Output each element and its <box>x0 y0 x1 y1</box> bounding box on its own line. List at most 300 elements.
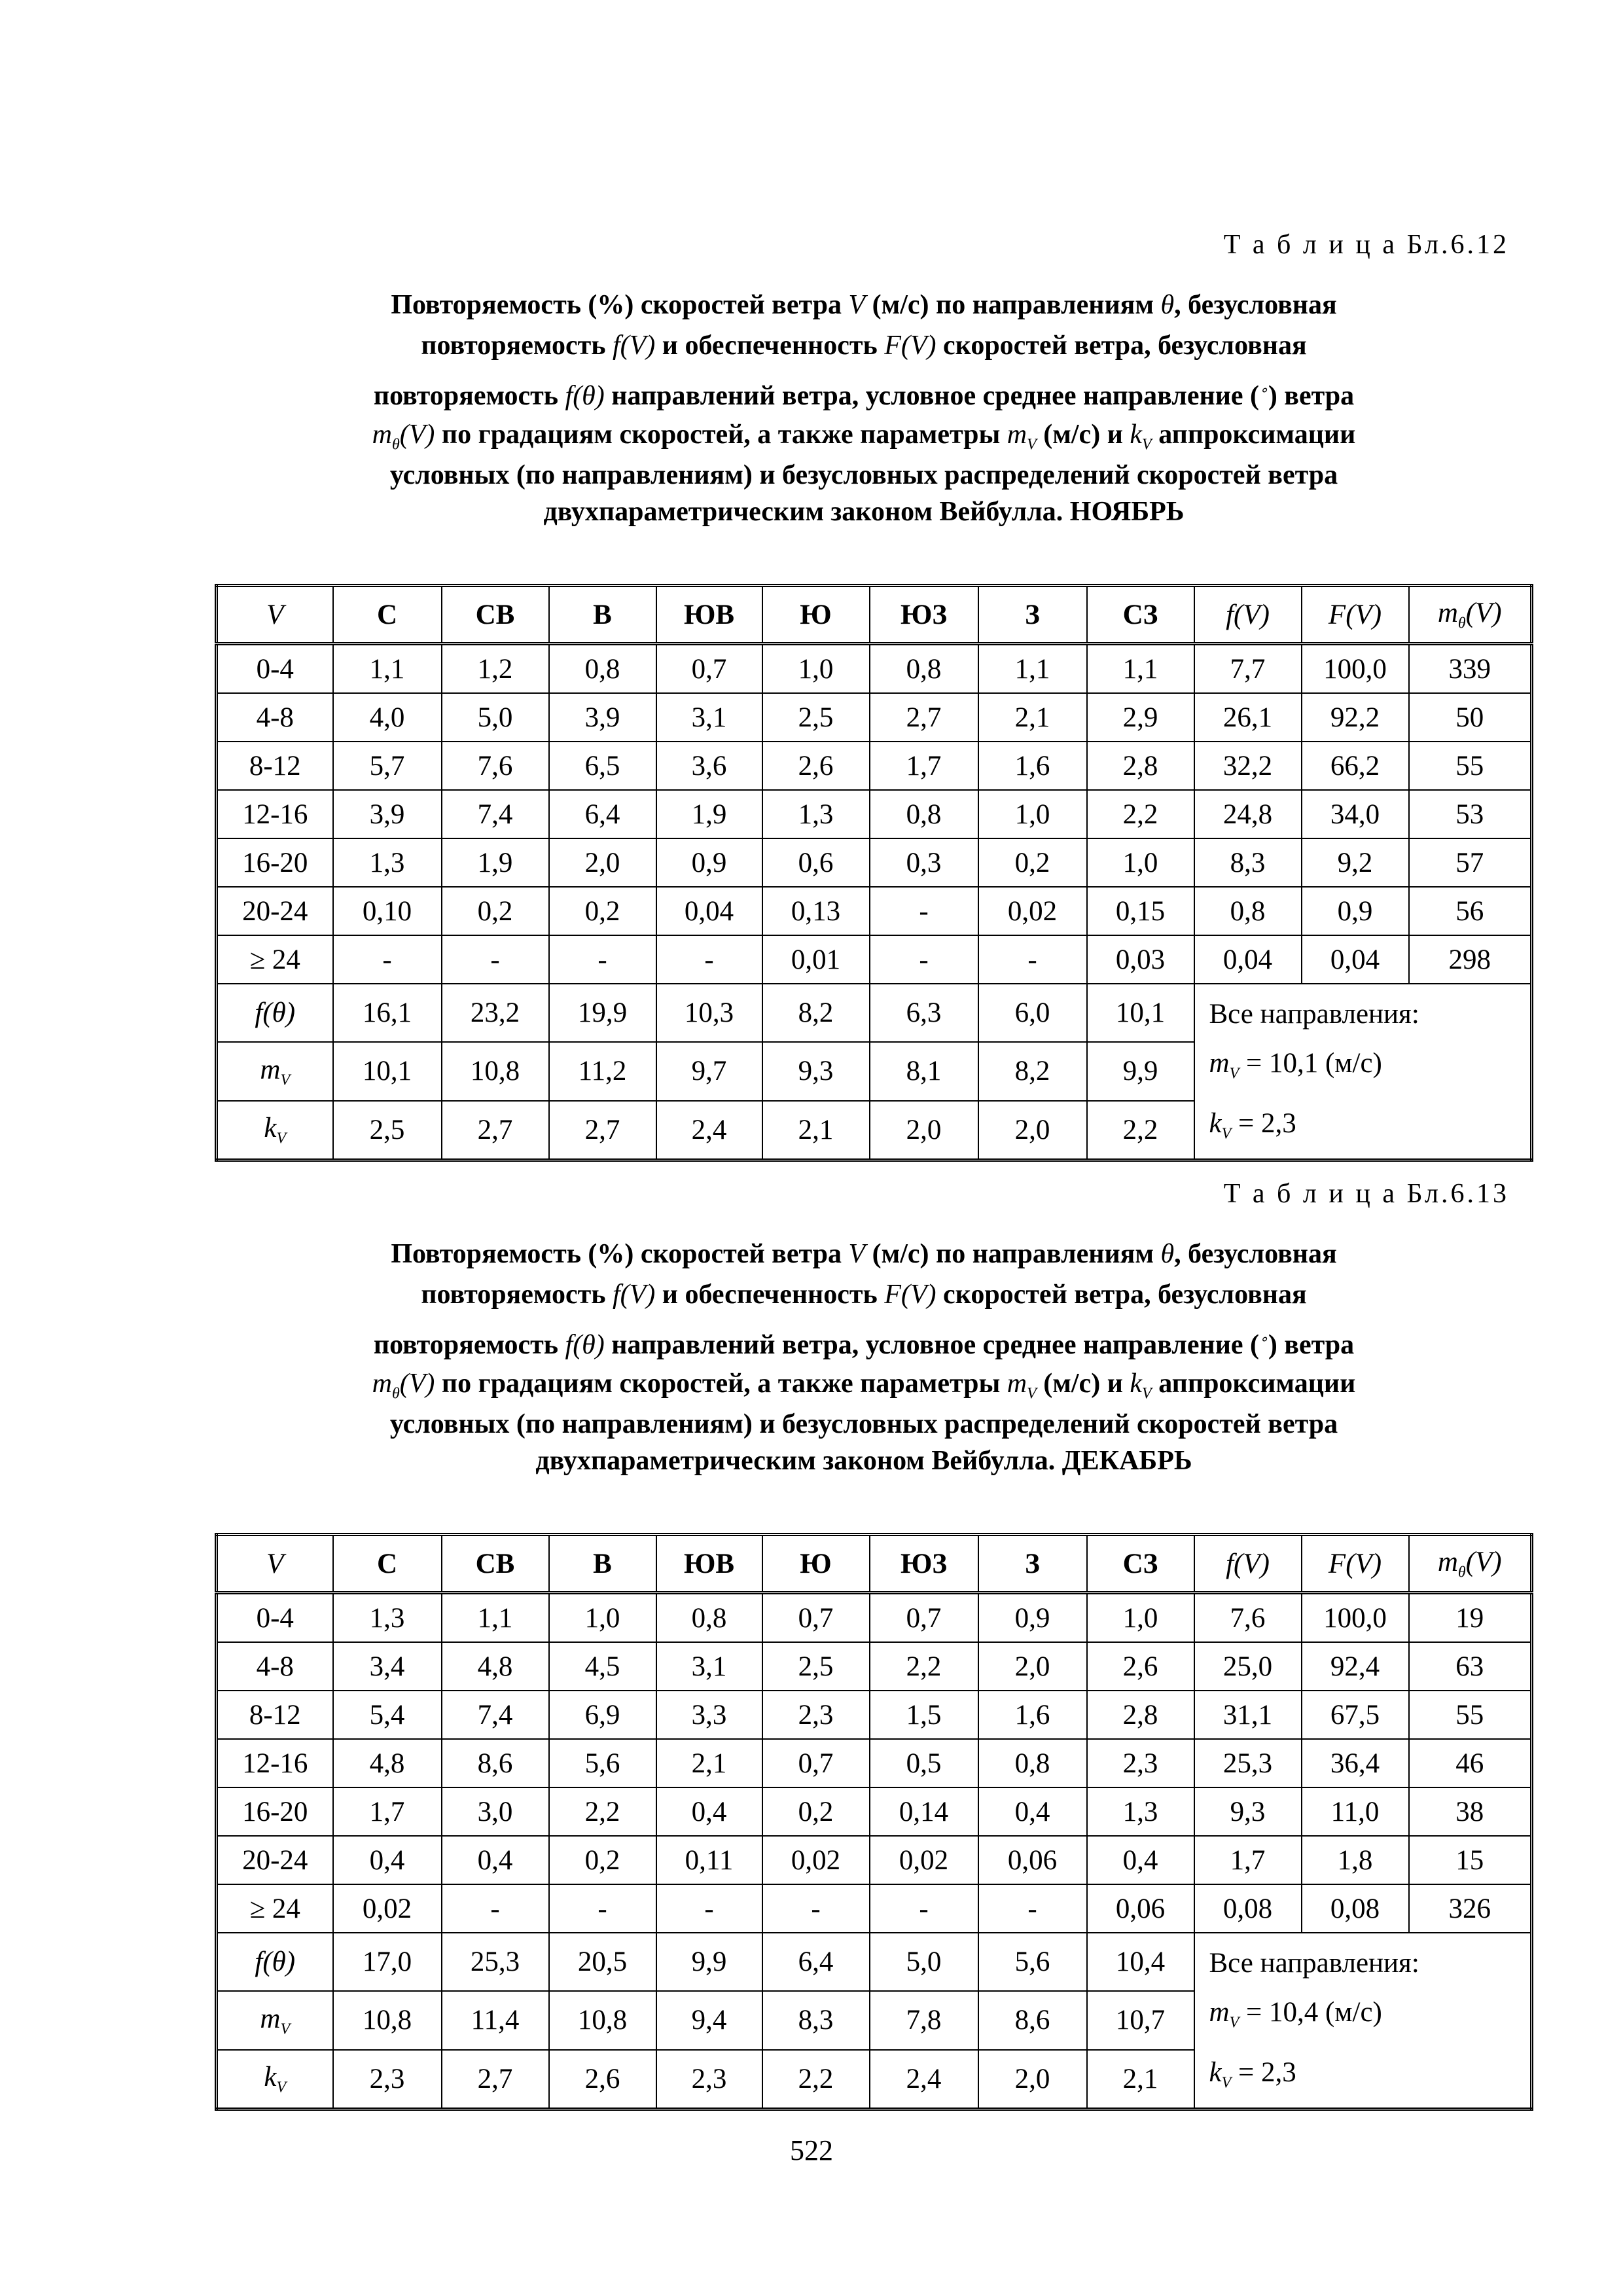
math-kV: $k_V$ <box>264 1113 287 1147</box>
value: = 10,4 (м/с) <box>1245 1997 1382 2028</box>
table-cell: 0,7 <box>762 1593 870 1643</box>
speed-range: 0-4 <box>217 644 333 694</box>
fV-cell: 8,3 <box>1194 838 1302 887</box>
table-cell: 2,3 <box>762 1691 870 1739</box>
table-cell: 1,3 <box>762 790 870 838</box>
math-V: V <box>848 290 866 320</box>
param-label <box>217 984 333 1042</box>
math-mtheta: $m_\theta(V)$ <box>372 420 435 454</box>
math-theta: θ <box>1160 1239 1175 1269</box>
caption-line <box>216 368 1512 412</box>
math-fV: f(V) <box>612 1280 656 1310</box>
table-cell: 9,9 <box>656 1933 762 1991</box>
table-cell: 8,1 <box>870 1042 978 1100</box>
table-row <box>217 1593 1532 1643</box>
table-cell: 0,13 <box>762 887 870 935</box>
table-cell: 0,04 <box>656 887 762 935</box>
all-directions-title: Все направления: <box>1209 999 1419 1030</box>
all-directions-mv <box>1209 1039 1531 1099</box>
table-cell: 2,6 <box>762 742 870 790</box>
all-directions-title: Все направления: <box>1209 1948 1419 1979</box>
table-cell: 4,8 <box>333 1739 442 1787</box>
FV-cell: 92,2 <box>1302 693 1409 742</box>
table-cell: 2,4 <box>870 2050 978 2109</box>
table-cell: 5,0 <box>442 693 549 742</box>
table-cell: 0,2 <box>762 1787 870 1836</box>
math-degree: ∘ <box>1259 1331 1268 1347</box>
table-cell: 2,6 <box>549 2050 656 2109</box>
table-cell: 0,9 <box>656 838 762 887</box>
table-cell: 7,6 <box>442 742 549 790</box>
table-cell: 0,7 <box>656 644 762 694</box>
caption-line: условных (по направлениям) и безусловных распределений скоростей ветра <box>389 460 1338 490</box>
table-cell: 1,7 <box>333 1787 442 1836</box>
FV-cell: 0,9 <box>1302 887 1409 935</box>
math-V: V <box>266 599 284 630</box>
caption-text: повторяемость <box>421 331 606 361</box>
table-cell: 2,2 <box>549 1787 656 1836</box>
table-cell: 0,02 <box>978 887 1087 935</box>
table-row <box>217 644 1532 694</box>
table-cell: 2,7 <box>549 1101 656 1160</box>
table-cell: 2,3 <box>1087 1739 1194 1787</box>
table-cell: 6,4 <box>549 790 656 838</box>
table-cell: 8,6 <box>978 1991 1087 2049</box>
table-cell: 1,3 <box>333 838 442 887</box>
table-cell: - <box>333 935 442 984</box>
math-mtheta: $m_\theta(V)$ <box>1437 1546 1502 1581</box>
table-cell: 1,1 <box>333 644 442 694</box>
page-number: 522 <box>790 2134 833 2166</box>
caption-line <box>216 323 1512 368</box>
fV-cell: 1,7 <box>1194 1836 1302 1884</box>
table-cell: 2,0 <box>978 1101 1087 1160</box>
speed-range: ≥ 24 <box>217 1884 333 1933</box>
table-cell: 0,10 <box>333 887 442 935</box>
table-row <box>217 790 1532 838</box>
table-cell: 11,2 <box>549 1042 656 1100</box>
table-cell: 2,0 <box>978 1642 1087 1691</box>
table-cell: 0,2 <box>442 887 549 935</box>
table-cell: 0,4 <box>978 1787 1087 1836</box>
header-direction: ЮВ <box>656 1535 762 1593</box>
table-cell: 0,06 <box>1087 1884 1194 1933</box>
table-cell: 3,3 <box>656 1691 762 1739</box>
header-direction: СВ <box>442 586 549 644</box>
table-cell: 1,5 <box>870 1691 978 1739</box>
table-row <box>217 838 1532 887</box>
caption-text: по градациям скоростей, а также параметры <box>441 420 1001 450</box>
table-cell: 0,06 <box>978 1836 1087 1884</box>
header-direction: В <box>549 586 656 644</box>
header-direction: СЗ <box>1087 1535 1194 1593</box>
math-mV: $m_V$ <box>1209 1997 1240 2032</box>
table-label: Т а б л и ц а Бл.6.13 <box>1223 1179 1509 1209</box>
mtheta-cell: 53 <box>1409 790 1532 838</box>
mtheta-cell: 63 <box>1409 1642 1532 1691</box>
mtheta-cell: 55 <box>1409 1691 1532 1739</box>
table-cell: 7,4 <box>442 1691 549 1739</box>
FV-cell: 36,4 <box>1302 1739 1409 1787</box>
table-cell: 0,8 <box>870 790 978 838</box>
table-cell: 10,8 <box>549 1991 656 2049</box>
math-kV: $k_V$ <box>1130 420 1152 454</box>
caption-text: Повторяемость (%) скоростей ветра <box>391 1239 842 1269</box>
header-direction: В <box>549 1535 656 1593</box>
math-fV: f(V) <box>1226 1548 1270 1579</box>
all-directions-mv <box>1209 1988 1531 2048</box>
mtheta-cell: 339 <box>1409 644 1532 694</box>
speed-range: 12-16 <box>217 1739 333 1787</box>
speed-range: 16-20 <box>217 1787 333 1836</box>
table-cell: - <box>656 1884 762 1933</box>
table-cell: 1,3 <box>1087 1787 1194 1836</box>
header-direction: З <box>978 1535 1087 1593</box>
mtheta-cell: 326 <box>1409 1884 1532 1933</box>
table-cell: 17,0 <box>333 1933 442 1991</box>
table-row <box>217 935 1532 984</box>
FV-cell: 66,2 <box>1302 742 1409 790</box>
table-cell: 3,6 <box>656 742 762 790</box>
math-V: V <box>266 1548 284 1579</box>
table-cell: 1,0 <box>978 790 1087 838</box>
header-direction: ЮЗ <box>870 586 978 644</box>
header-FV <box>1302 1535 1409 1593</box>
caption-text: (м/с) и <box>1043 420 1123 450</box>
param-row <box>217 984 1532 1042</box>
all-directions-note <box>1194 984 1532 1160</box>
table-cell: 2,1 <box>978 693 1087 742</box>
caption-line: двухпараметрическим законом Вейбулла. ДЕКАБРЬ <box>535 1446 1192 1476</box>
table-row <box>217 1836 1532 1884</box>
caption-text: скоростей ветра, безусловная <box>943 331 1307 361</box>
table-cell: 1,1 <box>1087 644 1194 694</box>
caption-text: аппроксимации <box>1158 1369 1356 1399</box>
math-ftheta: f(θ) <box>565 381 605 411</box>
table-cell: 0,4 <box>442 1836 549 1884</box>
table-cell: 0,15 <box>1087 887 1194 935</box>
table-cell: 0,01 <box>762 935 870 984</box>
table-cell: 25,3 <box>442 1933 549 1991</box>
table-row <box>217 742 1532 790</box>
caption-text: повторяемость <box>421 1280 606 1310</box>
param-label <box>217 2050 333 2109</box>
table-caption <box>216 287 1512 530</box>
all-directions-note <box>1194 1933 1532 2109</box>
table-cell: 10,1 <box>1087 984 1194 1042</box>
table-row <box>217 887 1532 935</box>
math-FV: F(V) <box>1328 1548 1382 1579</box>
caption-text: ) ветра <box>1268 381 1355 411</box>
table-cell: - <box>978 1884 1087 1933</box>
table-cell: 16,1 <box>333 984 442 1042</box>
table-cell: 1,6 <box>978 1691 1087 1739</box>
table-cell: 1,0 <box>762 644 870 694</box>
speed-range: 8-12 <box>217 742 333 790</box>
mtheta-cell: 57 <box>1409 838 1532 887</box>
mtheta-cell: 298 <box>1409 935 1532 984</box>
table-cell: 0,2 <box>549 887 656 935</box>
table-cell: 2,2 <box>1087 790 1194 838</box>
table-cell: - <box>762 1884 870 1933</box>
table-row <box>217 1642 1532 1691</box>
speed-range: 12-16 <box>217 790 333 838</box>
table-cell: 0,3 <box>870 838 978 887</box>
header-speed <box>217 1535 333 1593</box>
fV-cell: 31,1 <box>1194 1691 1302 1739</box>
mtheta-cell: 38 <box>1409 1787 1532 1836</box>
table-cell: - <box>656 935 762 984</box>
fV-cell: 25,3 <box>1194 1739 1302 1787</box>
table-cell: 3,9 <box>333 790 442 838</box>
table-cell: 2,2 <box>762 2050 870 2109</box>
header-direction: Ю <box>762 1535 870 1593</box>
table-cell: 1,6 <box>978 742 1087 790</box>
table-cell: 2,9 <box>1087 693 1194 742</box>
mtheta-cell: 19 <box>1409 1593 1532 1643</box>
table-cell: 6,9 <box>549 1691 656 1739</box>
FV-cell: 0,08 <box>1302 1884 1409 1933</box>
table-cell: 5,6 <box>978 1933 1087 1991</box>
table-cell: 2,6 <box>1087 1642 1194 1691</box>
speed-range: 20-24 <box>217 887 333 935</box>
math-kV: $k_V$ <box>1130 1369 1152 1403</box>
header-direction: С <box>333 1535 442 1593</box>
table-cell: 0,4 <box>1087 1836 1194 1884</box>
header-FV <box>1302 586 1409 644</box>
caption-text: и обеспеченность <box>662 1280 878 1310</box>
caption-text: , безусловная <box>1174 290 1337 320</box>
table-cell: - <box>549 1884 656 1933</box>
caption-line: двухпараметрическим законом Вейбулла. НОЯБРЬ <box>543 497 1185 527</box>
table-cell: 3,9 <box>549 693 656 742</box>
table-cell: 0,8 <box>549 644 656 694</box>
value: = 2,3 <box>1238 1107 1296 1139</box>
math-FV: F(V) <box>1328 599 1382 630</box>
fV-cell: 0,04 <box>1194 935 1302 984</box>
caption-text: и обеспеченность <box>662 331 878 361</box>
header-direction: ЮЗ <box>870 1535 978 1593</box>
FV-cell: 100,0 <box>1302 644 1409 694</box>
table-cell: 5,7 <box>333 742 442 790</box>
table-cell: 0,8 <box>870 644 978 694</box>
table-cell: 8,2 <box>762 984 870 1042</box>
table-cell: 7,4 <box>442 790 549 838</box>
table-cell: 0,7 <box>762 1739 870 1787</box>
FV-cell: 100,0 <box>1302 1593 1409 1643</box>
table-cell: 2,1 <box>656 1739 762 1787</box>
table-cell: - <box>442 935 549 984</box>
table-cell: 2,3 <box>333 2050 442 2109</box>
speed-range: 20-24 <box>217 1836 333 1884</box>
table-cell: 2,3 <box>656 2050 762 2109</box>
value: = 10,1 (м/с) <box>1245 1048 1382 1079</box>
math-kV: $k_V$ <box>264 2062 287 2096</box>
table-cell: 4,8 <box>442 1642 549 1691</box>
table-cell: 6,3 <box>870 984 978 1042</box>
table-cell: 2,1 <box>1087 2050 1194 2109</box>
FV-cell: 92,4 <box>1302 1642 1409 1691</box>
table-cell: 10,3 <box>656 984 762 1042</box>
table-cell: 9,9 <box>1087 1042 1194 1100</box>
table-cell: 2,2 <box>870 1642 978 1691</box>
caption-text: направлений ветра, условное среднее направление ( <box>611 1330 1260 1360</box>
caption-text: (м/с) по направлениям <box>872 1239 1154 1269</box>
math-kV: $k_V$ <box>1209 2056 1232 2092</box>
fV-cell: 32,2 <box>1194 742 1302 790</box>
caption-text: повторяемость <box>373 381 559 411</box>
table-cell: 4,5 <box>549 1642 656 1691</box>
table-cell: - <box>549 935 656 984</box>
header-direction: ЮВ <box>656 586 762 644</box>
speed-range: 8-12 <box>217 1691 333 1739</box>
table-cell: 5,6 <box>549 1739 656 1787</box>
FV-cell: 1,8 <box>1302 1836 1409 1884</box>
table-cell: 0,2 <box>978 838 1087 887</box>
speed-range: 4-8 <box>217 1642 333 1691</box>
table-cell: 2,7 <box>442 1101 549 1160</box>
FV-cell: 67,5 <box>1302 1691 1409 1739</box>
math-mtheta: $m_\theta(V)$ <box>372 1369 435 1403</box>
table-cell: 0,14 <box>870 1787 978 1836</box>
caption-line <box>216 1317 1512 1361</box>
table-cell: 2,5 <box>762 1642 870 1691</box>
caption-line <box>216 287 1512 323</box>
math-FV: F(V) <box>884 331 936 361</box>
table-cell: 0,9 <box>978 1593 1087 1643</box>
caption-text: (м/с) и <box>1043 1369 1123 1399</box>
table-cell: 9,4 <box>656 1991 762 2049</box>
FV-cell: 34,0 <box>1302 790 1409 838</box>
table-cell: 10,4 <box>1087 1933 1194 1991</box>
caption-text: Повторяемость (%) скоростей ветра <box>391 290 842 320</box>
mtheta-cell: 15 <box>1409 1836 1532 1884</box>
math-ftheta: f(θ) <box>255 997 296 1029</box>
table-cell: 1,7 <box>870 742 978 790</box>
param-label <box>217 1042 333 1100</box>
table-cell: 1,0 <box>1087 838 1194 887</box>
math-mtheta: $m_\theta(V)$ <box>1437 597 1502 632</box>
table-cell: 0,03 <box>1087 935 1194 984</box>
header-mtheta <box>1409 1535 1532 1593</box>
fV-cell: 7,7 <box>1194 644 1302 694</box>
table-cell: 2,0 <box>549 838 656 887</box>
math-fV: f(V) <box>612 331 656 361</box>
math-FV: F(V) <box>884 1280 936 1310</box>
table-cell: 0,7 <box>870 1593 978 1643</box>
table-cell: 0,02 <box>870 1836 978 1884</box>
table-cell: 10,8 <box>333 1991 442 2049</box>
mtheta-cell: 50 <box>1409 693 1532 742</box>
table-cell: - <box>442 1884 549 1933</box>
table-row <box>217 693 1532 742</box>
header-row <box>217 586 1532 644</box>
mtheta-cell: 46 <box>1409 1739 1532 1787</box>
FV-cell: 0,04 <box>1302 935 1409 984</box>
table-cell: 0,11 <box>656 1836 762 1884</box>
caption-text: ) ветра <box>1268 1330 1355 1360</box>
math-mV: $m_V$ <box>1007 420 1037 454</box>
math-fV: f(V) <box>1226 599 1270 630</box>
caption-text: по градациям скоростей, а также параметры <box>441 1369 1001 1399</box>
table-row <box>217 1691 1532 1739</box>
table-cell: 2,7 <box>442 2050 549 2109</box>
table-cell: 1,9 <box>656 790 762 838</box>
table-cell: 2,7 <box>870 693 978 742</box>
table-cell: 4,0 <box>333 693 442 742</box>
table-cell: - <box>870 935 978 984</box>
table-cell: 3,4 <box>333 1642 442 1691</box>
table-cell: - <box>978 935 1087 984</box>
table-cell: 2,4 <box>656 1101 762 1160</box>
table-cell: 6,5 <box>549 742 656 790</box>
table-cell: 6,0 <box>978 984 1087 1042</box>
table-cell: 0,5 <box>870 1739 978 1787</box>
table-cell: 19,9 <box>549 984 656 1042</box>
table-cell: 2,0 <box>870 1101 978 1160</box>
caption-line <box>216 1272 1512 1317</box>
header-row <box>217 1535 1532 1593</box>
param-label <box>217 1933 333 1991</box>
header-direction: Ю <box>762 586 870 644</box>
table-cell: 1,3 <box>333 1593 442 1643</box>
table-label: Т а б л и ц а Бл.6.12 <box>1223 230 1509 260</box>
fV-cell: 24,8 <box>1194 790 1302 838</box>
header-direction: СЗ <box>1087 586 1194 644</box>
wind-table <box>215 584 1533 1162</box>
fV-cell: 0,8 <box>1194 887 1302 935</box>
table-cell: 7,8 <box>870 1991 978 2049</box>
table-cell: 1,0 <box>1087 1593 1194 1643</box>
math-mV: $m_V$ <box>260 1054 291 1089</box>
param-label <box>217 1991 333 2049</box>
fV-cell: 0,08 <box>1194 1884 1302 1933</box>
mtheta-cell: 56 <box>1409 887 1532 935</box>
table-cell: 1,1 <box>442 1593 549 1643</box>
table-cell: 0,4 <box>656 1787 762 1836</box>
table-cell: - <box>870 887 978 935</box>
table-row <box>217 1787 1532 1836</box>
table-row <box>217 1884 1532 1933</box>
FV-cell: 11,0 <box>1302 1787 1409 1836</box>
table-cell: 0,8 <box>656 1593 762 1643</box>
FV-cell: 9,2 <box>1302 838 1409 887</box>
table-cell: 8,2 <box>978 1042 1087 1100</box>
speed-range: 4-8 <box>217 693 333 742</box>
caption-line <box>216 1361 1512 1406</box>
all-directions-kv <box>1209 1099 1531 1159</box>
caption-line: условных (по направлениям) и безусловных распределений скоростей ветра <box>389 1409 1338 1439</box>
table-cell: - <box>870 1884 978 1933</box>
table-cell: 5,4 <box>333 1691 442 1739</box>
mtheta-cell: 55 <box>1409 742 1532 790</box>
table-cell: 1,9 <box>442 838 549 887</box>
table-cell: 1,0 <box>549 1593 656 1643</box>
header-speed <box>217 586 333 644</box>
table-caption <box>216 1236 1512 1479</box>
table-cell: 8,6 <box>442 1739 549 1787</box>
math-ftheta: f(θ) <box>565 1330 605 1360</box>
table-cell: 9,7 <box>656 1042 762 1100</box>
speed-range: 0-4 <box>217 1593 333 1643</box>
header-direction: З <box>978 586 1087 644</box>
table-row <box>217 1739 1532 1787</box>
table-cell: 2,8 <box>1087 742 1194 790</box>
table-cell: 2,0 <box>978 2050 1087 2109</box>
caption-text: скоростей ветра, безусловная <box>943 1280 1307 1310</box>
table-cell: 3,1 <box>656 693 762 742</box>
table-cell: 10,1 <box>333 1042 442 1100</box>
